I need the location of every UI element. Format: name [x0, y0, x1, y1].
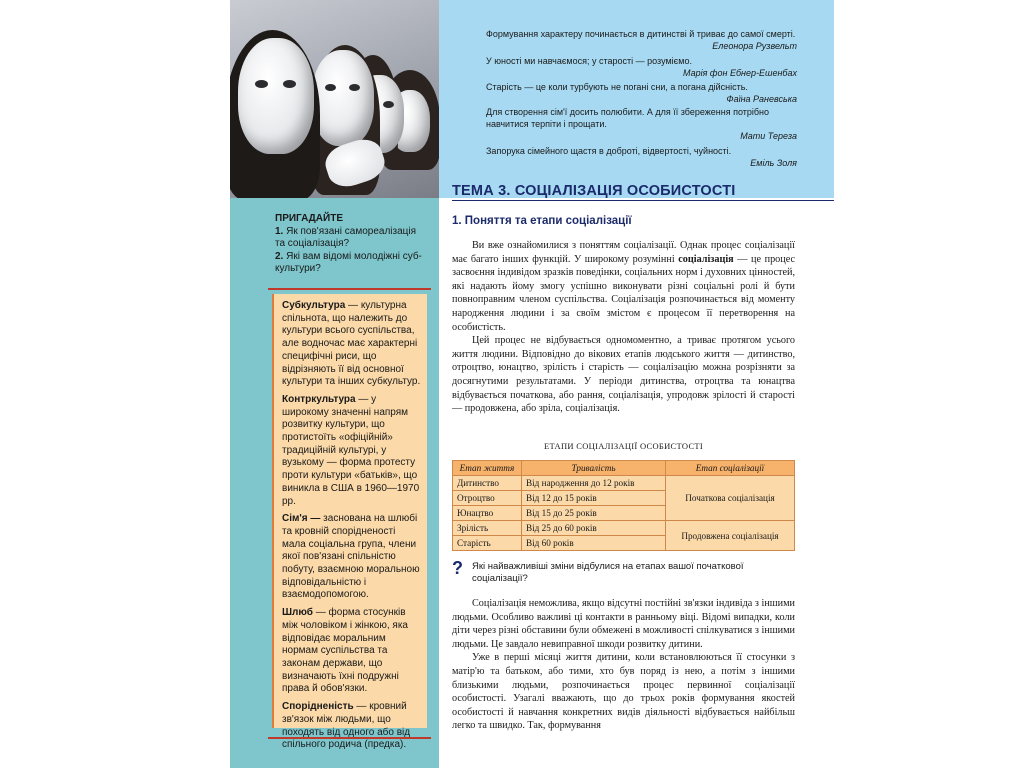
glossary-entry: Субкультура — культурна спільнота, що належить до культури всього суспільства, але водночас має характерні специфічні риси, що відрізняють її від основної культури та інших субкультур.: [282, 300, 421, 388]
quote-author: Елеонора Рузвельт: [712, 41, 797, 51]
remember-question-1: 1. Як пов'язані самореалізація та соціалізація?: [275, 225, 417, 250]
quote: Запорука сімейного щастя в доброті, відвертості, чуйності. Еміль Золя: [486, 146, 797, 168]
table-header: Етап життя: [453, 461, 522, 476]
table-cell: Від 12 до 15 років: [522, 491, 666, 506]
title-rule: [452, 200, 834, 201]
remember-title: ПРИГАДАЙТЕ: [275, 213, 343, 224]
quote: У юності ми навчаємося; у старості — розуміємо. Марія фон Ебнер-Ешенбах: [486, 56, 797, 78]
topic-title: ТЕМА 3. СОЦІАЛІЗАЦІЯ ОСОБИСТОСТІ: [452, 183, 736, 199]
table-cell: Продовжена соціалізація: [666, 521, 795, 551]
mask-shape: [238, 38, 314, 154]
body-text-top: [452, 239, 795, 416]
quote-author: Еміль Золя: [750, 158, 797, 168]
mask-shape: [312, 50, 374, 146]
paragraph: Уже в перші місяці життя дитини, коли встановлюються її стосунки з матір'ю та батьком, або тими, хто був поряд із нею, а потім з іншими близькими людьми, розпочинається процес первинної соціалізації особистості. Узагалі вважають, що до трьох років формування якостей особистості й навчання конкретних видів діяльності відбувається найбільш легко та швидко. Так, формування: [452, 652, 795, 732]
glossary-box: [272, 294, 427, 751]
table-cell: Початкова соціалізація: [666, 476, 795, 521]
divider-line: [268, 288, 431, 290]
table-row: [453, 521, 795, 536]
table-header-row: [453, 461, 795, 476]
quote: Старість — це коли турбують не погані сни, а погана дійсність. Фаїна Раневська: [486, 82, 797, 104]
table-cell: Від 60 років: [522, 536, 666, 551]
paragraph: Соціалізація неможлива, якщо відсутні постійні зв'язки індивіда з іншими людьми. Особливо важливі ці контакти в ранньому віці. Відомі випадки, коли діти через різні обставини були обмежені в можливості спілкуватися з іншими людьми. Це завдало невиправної шкоди розвитку дитини.: [452, 598, 795, 650]
glossary-entry: Шлюб — форма стосунків між чоловіком і жінкою, яка відповідає моральним нормам суспільства та законам держави, що визначають їхні подружні права й обов'язки.: [282, 607, 408, 695]
table-cell: Юнацтво: [453, 506, 522, 521]
glossary-entry: Спорідненість — кровний зв'язок між людьми, що походять від одного або від спільного родича (предка).: [282, 701, 411, 751]
table-cell: Зрілість: [453, 521, 522, 536]
remember-box: [275, 213, 427, 276]
section-title: 1. Поняття та етапи соціалізації: [452, 215, 632, 227]
table-cell: Старість: [453, 536, 522, 551]
quote-author: Мати Тереза: [740, 131, 797, 141]
glossary-entry: Контркультура — у широкому значенні напрям розвитку культури, що протистоїть «офіційній» традиційній культурі, у вузькому — форма протесту проти культури «батьків», що виникла в США в 1960—1970 рр.: [282, 393, 420, 507]
stages-table: [452, 460, 795, 551]
glossary-entry: Сім'я — заснована на шлюбі та кровній спорідненості мала соціальна група, члени якої пов'язані спільністю побуту, взаємною моральною відповідальністю і взаємодопомогою.: [282, 513, 420, 601]
paragraph: Ви вже ознайомилися з поняттям соціалізації. Однак процес соціалізації має багато інших функцій. У широкому розумінні соціалізація — це процес засвоєння індивідом зразків поведінки, соціальних норм і духовних цінностей, які надають йому змогу успішно виконувати різні соціальні ролі й бути повноправним членом суспільства. Соціалізація розпочинається від моменту народження людини і за своїм змістом є процесом її перетворення на особистість.: [452, 240, 796, 333]
table-cell: Від 15 до 25 років: [522, 506, 666, 521]
remember-question-2: 2. Які вам відомі молодіжні суб-культури?: [275, 250, 422, 275]
question-mark-icon: ?: [452, 558, 463, 578]
table-header: Тривалість: [522, 461, 666, 476]
table-cell: Отроцтво: [453, 491, 522, 506]
quote: Для створення сім'ї досить полюбити. А для її збереження потрібно навчитися терпіти і прощати. Мати Тереза: [486, 107, 797, 141]
quote: Формування характеру починається в дитинстві й триває до самої смерті. Елеонора Рузвельт: [486, 29, 797, 51]
divider-line: [268, 737, 431, 739]
paragraph: Цей процес не відбувається одномоментно, а триває протягом усього життя людини. Відповідно до вікових етапів людського життя — дитинство, отроцтво, юнацтво, зрілість і старість — соціалізацію можна розрізняти за досягнутими результатами. У періоди дитинства, отроцтва та юнацтва відбувається початкова, або рання, соціалізація, упродовж зрілості й старості — продовжена, або зріла, соціалізація.: [452, 335, 795, 415]
table-header: Етап соціалізації: [666, 461, 795, 476]
body-text-bottom: [452, 597, 795, 733]
quote-author: Марія фон Ебнер-Ешенбах: [682, 68, 797, 78]
table-cell: Від народження до 12 років: [522, 476, 666, 491]
masks-photo: [230, 0, 439, 198]
table-cell: Від 25 до 60 років: [522, 521, 666, 536]
table-cell: Дитинство: [453, 476, 522, 491]
table-row: [453, 476, 795, 491]
question-text: Які найважливіші зміни відбулися на етапах вашої початкової соціалізації?: [472, 561, 744, 585]
quote-author: Фаїна Раневська: [726, 94, 797, 104]
table-caption: ЕТАПИ СОЦІАЛІЗАЦІЇ ОСОБИСТОСТІ: [543, 441, 704, 451]
